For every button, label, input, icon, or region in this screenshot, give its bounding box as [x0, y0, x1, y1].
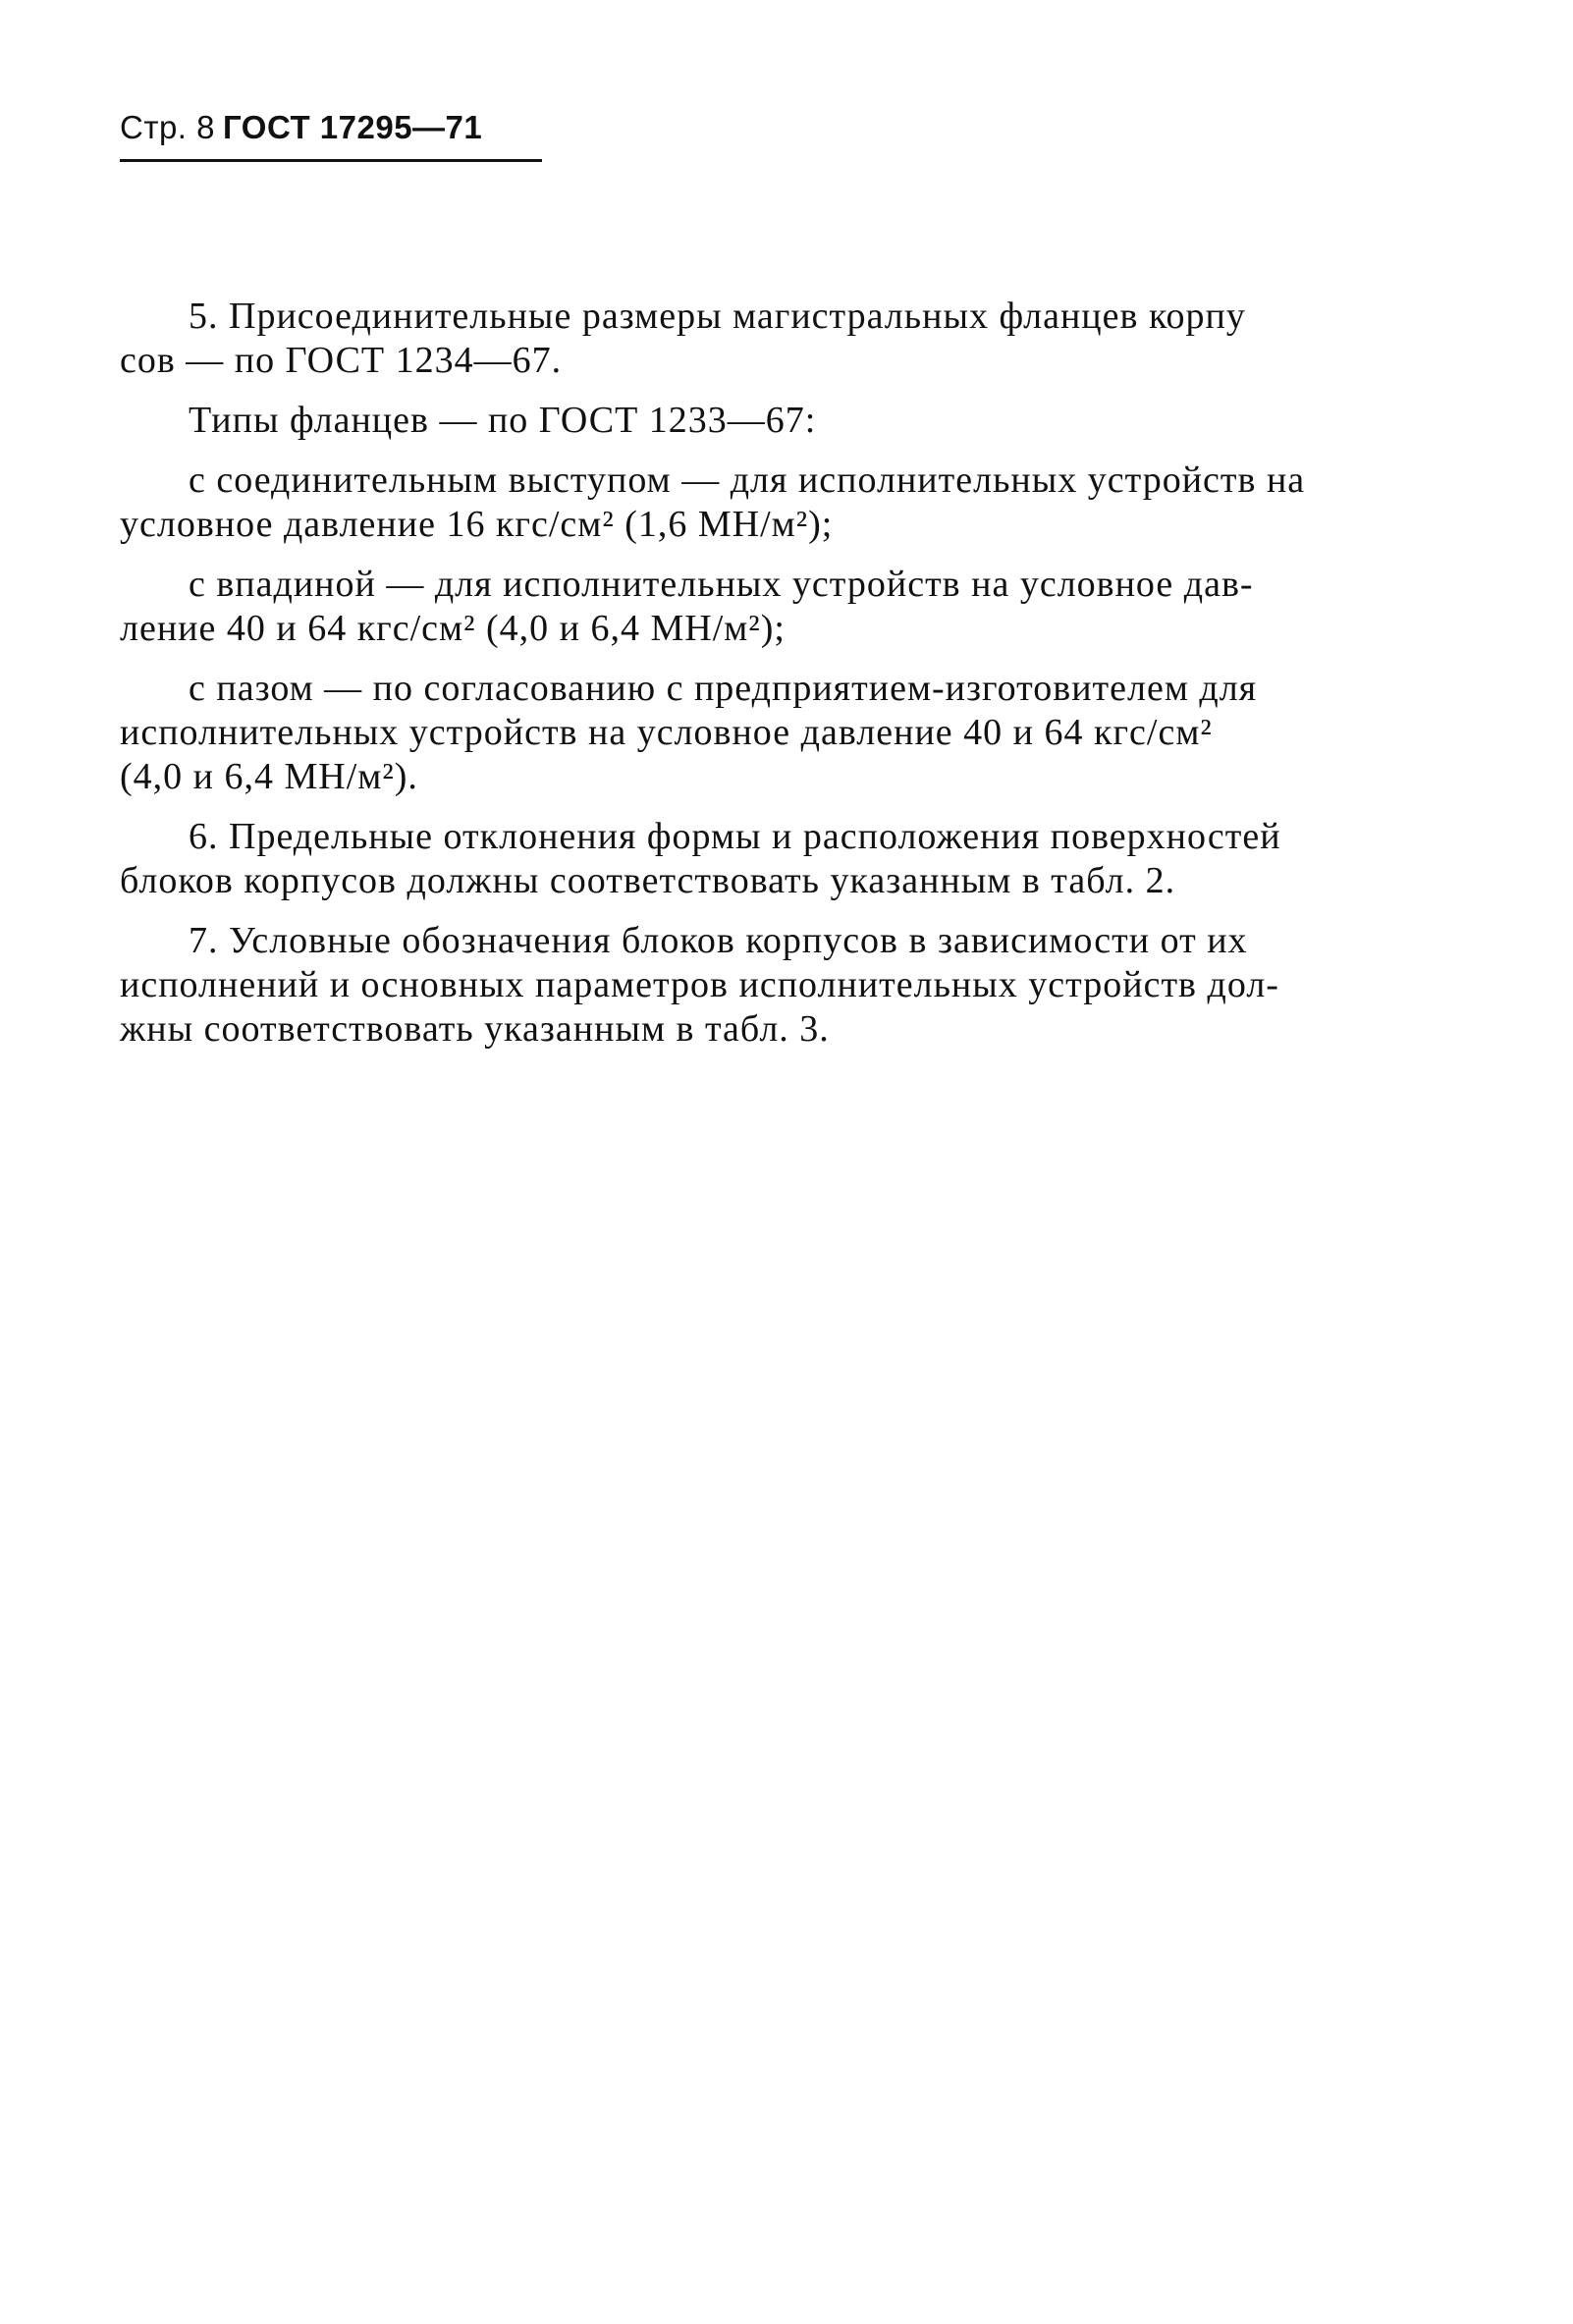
text-line: ление 40 и 64 кгс/см² (4,0 и 6,4 МН/м²);: [120, 608, 786, 649]
text-line: исполнительных устройств на условное давление 40 и 64 кгс/см²: [120, 712, 1213, 753]
text-line: жны соответствовать указанным в табл. 3.: [120, 1008, 830, 1050]
paragraph-flange-types: [120, 399, 1492, 443]
text-line: 5. Присоединительные размеры магистральных фланцев корпу: [189, 296, 1246, 337]
paragraph-raised-face: [120, 459, 1492, 547]
text-line: Типы фланцев — по ГОСТ 1233—67:: [189, 400, 817, 441]
text-line: сов — по ГОСТ 1234—67.: [120, 340, 563, 381]
paragraph-6: [120, 815, 1492, 903]
header-rule: [120, 159, 542, 162]
paragraph-recess: [120, 563, 1492, 651]
text-line: с пазом — по согласованию с предприятием-изготовителем для: [189, 668, 1258, 709]
paragraph-7: [120, 919, 1492, 1052]
text-line: 7. Условные обозначения блоков корпусов в зависимости от их: [189, 920, 1248, 961]
text-line: блоков корпусов должны соответствовать указанным в табл. 2.: [120, 860, 1176, 901]
document-body: [120, 295, 1492, 1067]
running-head: [120, 108, 542, 148]
paragraph-groove: [120, 667, 1492, 799]
text-line: с впадиной — для исполнительных устройств на условное дав-: [189, 564, 1254, 605]
text-line: условное давление 16 кгс/см² (1,6 МН/м²);: [120, 504, 834, 545]
page-number: Стр. 8: [120, 109, 215, 145]
standard-number: ГОСТ 17295—71: [223, 109, 483, 145]
paragraph-5: [120, 295, 1492, 383]
text-line: исполнений и основных параметров исполнительных устройств дол-: [120, 964, 1279, 1005]
text-line: 6. Предельные отклонения формы и расположения поверхностей: [189, 816, 1281, 857]
text-line: с соединительным выступом — для исполнительных устройств на: [189, 459, 1306, 501]
page-header: [120, 108, 542, 167]
text-line: (4,0 и 6,4 МН/м²).: [120, 756, 418, 797]
